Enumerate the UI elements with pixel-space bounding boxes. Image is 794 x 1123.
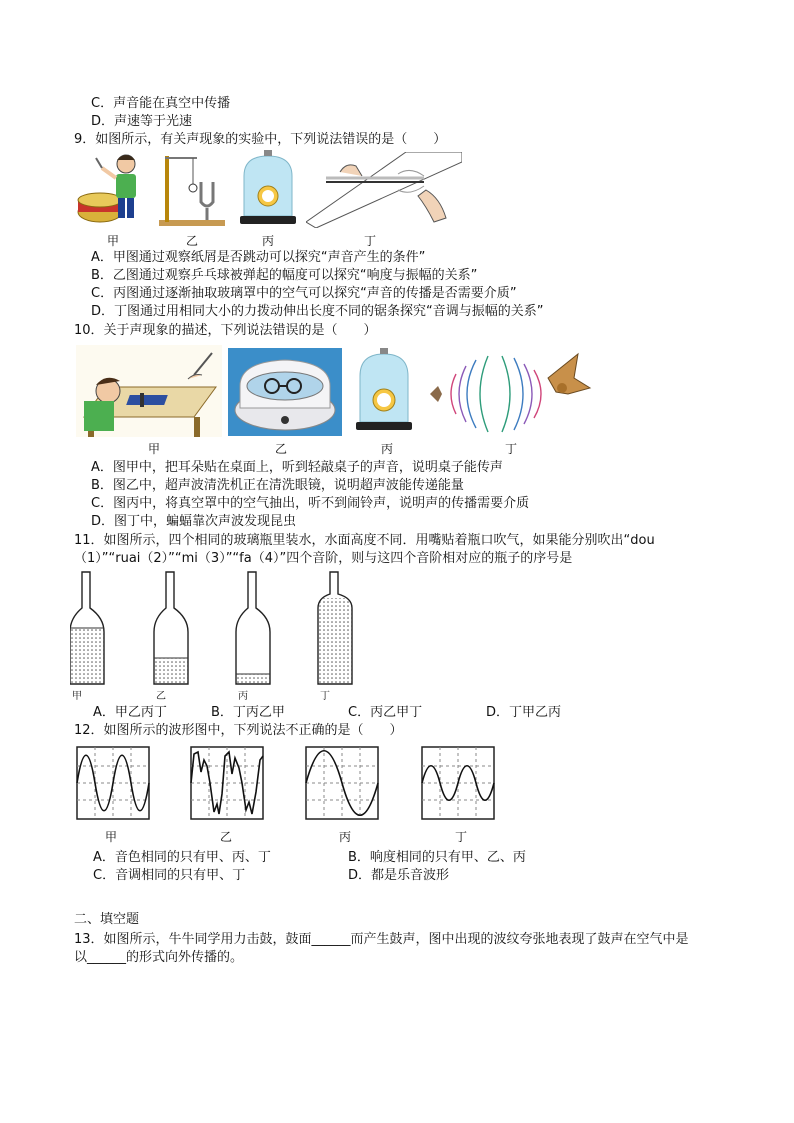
q12-label-yi: 乙	[220, 830, 233, 844]
q10-figure-ultrasonic-cleaner	[228, 348, 342, 436]
q9-option-a: A．甲图通过观察纸屑是否跳动可以探究“声音产生的条件”	[91, 250, 426, 265]
q10-label-bing: 丙	[381, 442, 394, 456]
q11-option-b: B．丁丙乙甲	[211, 705, 285, 720]
q11-label-bing: 丙	[238, 691, 248, 702]
q11-stem-line2: （1）”“ruai（2）”“mi（3）”“fa（4）”四个音阶，则与这四个音阶相对应的瓶子的序号是	[74, 551, 573, 566]
q12-option-a: A．音色相同的只有甲、丙、丁	[93, 850, 271, 865]
q10-label-ding: 丁	[505, 442, 518, 456]
q8-option-d: D．声速等于光速	[91, 114, 193, 129]
q12-label-jia: 甲	[105, 830, 118, 844]
q12-waveform-yi	[190, 746, 264, 820]
q12-waveform-ding	[421, 746, 495, 820]
q10-stem: 10．关于声现象的描述，下列说法错误的是（ ）	[74, 323, 377, 338]
bottle-yi	[154, 572, 188, 684]
q13-line2: 以______的形式向外传播的。	[74, 950, 244, 965]
q9-label-bing: 丙	[262, 234, 275, 248]
q11-label-yi: 乙	[156, 691, 166, 702]
q9-label-jia: 甲	[107, 234, 120, 248]
q8-option-c: C．声音能在真空中传播	[91, 96, 231, 111]
q11-label-jia: 甲	[72, 691, 82, 702]
q9-option-b: B．乙图通过观察乒乓球被弹起的幅度可以探究“响度与振幅的关系”	[91, 268, 478, 283]
q10-option-d: D．图丁中，蝙蝠靠次声波发现昆虫	[91, 514, 297, 529]
q10-figure-bat	[428, 348, 594, 436]
q11-stem-line1: 11．如图所示，四个相同的玻璃瓶里装水，水面高度不同．用嘴贴着瓶口吹气，如果能分别吹出“dou	[74, 533, 655, 548]
q9-stem: 9．如图所示，有关声现象的实验中，下列说法错误的是（ ）	[74, 132, 447, 147]
q13-line1: 13．如图所示，牛牛同学用力击鼓，鼓面______而产生鼓声，图中出现的波纹夸张地表现了鼓声在空气中是	[74, 932, 689, 947]
q9-label-ding: 丁	[364, 234, 377, 248]
q10-option-c: C．图丙中，将真空罩中的空气抽出，听不到闹铃声，说明声的传播需要介质	[91, 496, 530, 511]
q10-figure-desk	[76, 345, 222, 437]
q12-waveform-bing	[305, 746, 379, 820]
bottle-jia	[70, 572, 104, 684]
q11-label-ding: 丁	[320, 691, 330, 702]
bottle-bing	[236, 572, 270, 684]
q12-label-ding: 丁	[455, 830, 468, 844]
q9-label-yi: 乙	[186, 234, 199, 248]
bottle-ding	[318, 572, 352, 684]
q12-option-c: C．音调相同的只有甲、丁	[93, 868, 246, 883]
q11-option-a: A．甲乙丙丁	[93, 705, 167, 720]
q10-figure-bell-jar	[352, 348, 416, 436]
q12-label-bing: 丙	[339, 830, 352, 844]
section-title-fill-blank: 二、填空题	[74, 912, 140, 927]
q9-option-c: C．丙图通过逐渐抽取玻璃罩中的空气可以探究“声音的传播是否需要介质”	[91, 286, 517, 301]
q12-stem: 12．如图所示的波形图中，下列说法不正确的是（ ）	[74, 723, 403, 738]
q9-figure-tuning-fork	[157, 152, 229, 228]
q11-figure-bottles	[70, 568, 360, 688]
q9-figure-drum	[76, 150, 152, 230]
q12-option-b: B．响度相同的只有甲、乙、丙	[348, 850, 526, 865]
q10-option-a: A．图甲中，把耳朵贴在桌面上，听到轻敲桌子的声音，说明桌子能传声	[91, 460, 503, 475]
q10-option-b: B．图乙中，超声波清洗机正在清洗眼镜，说明超声波能传递能量	[91, 478, 464, 493]
q10-label-yi: 乙	[275, 442, 288, 456]
q10-label-jia: 甲	[148, 442, 161, 456]
q11-option-d: D．丁甲乙丙	[486, 705, 562, 720]
q9-option-d: D．丁图通过用相同大小的力拨动伸出长度不同的锯条探究“音调与振幅的关系”	[91, 304, 544, 319]
q12-option-d: D．都是乐音波形	[348, 868, 450, 883]
q9-figure-saw-blade	[306, 152, 462, 228]
q9-figure-bell-jar	[236, 150, 300, 230]
q12-waveform-jia	[76, 746, 150, 820]
q11-option-c: C．丙乙甲丁	[348, 705, 423, 720]
